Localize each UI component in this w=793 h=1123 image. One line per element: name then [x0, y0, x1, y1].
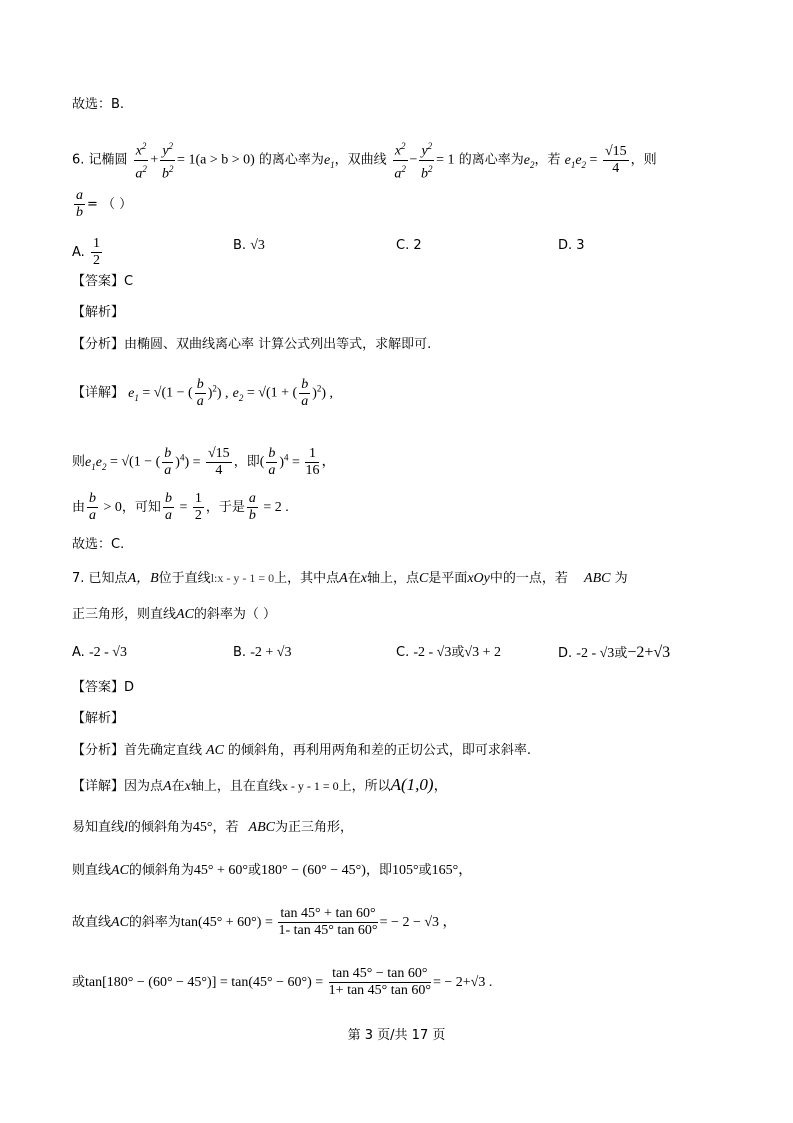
- page-footer: 第 3 页/共 17 页: [347, 1028, 446, 1043]
- frac-x2-a2: $\frac{x^2}{a^2}$: [134, 138, 149, 182]
- q6-analysis-label: 【解析】: [72, 305, 125, 320]
- q7-detail-line2: 易知直线l的倾斜角为45°，若 ABC为正三角形，: [72, 820, 354, 835]
- q7-stem-line1: 7. 已知点A，B位于直线l:x - y - 1 = 0上，其中点A在x轴上，点C是平面xOy中的一点，若 ABC 为: [72, 571, 628, 586]
- q6-conclusion: 故选：C.: [72, 537, 125, 552]
- q6-detail-line3: 由 $\frac{b}{a}$ > 0，可知 $\frac{b}{a}$ = $\frac{1}{2}$ ，于是 $\frac{a}{b}$ = 2 .: [72, 491, 289, 523]
- q7-detail-line3: 则直线AC的倾斜角为45° + 60°或180° − (60° − 45°)，即105°或165°，: [72, 863, 473, 878]
- q7-fenxi: 【分析】首先确定直线 AC 的倾斜角，再利用两角和差的正切公式，即可求斜率.: [72, 743, 532, 758]
- prev-conclusion: 故选：B.: [72, 97, 125, 112]
- q7-option-d: D. -2 - √3或−2+√3: [558, 644, 671, 661]
- frac-y2-b2: $\frac{y^2}{b^2}$: [160, 138, 175, 182]
- q6-stem-line1: 6. 记椭圆 $\frac{x^2}{a^2}$ + $\frac{y^2}{b^2}$ = 1(a > b > 0) 的离心率为$e_1$，双曲线 $\frac{x^2}{a^2}$ − $\frac{y^2}{b^2}$ = 1 的离心率为$e_2$，若 $e_1e_2$ = $\frac{√15}{4}$ ，则: [72, 138, 657, 182]
- q6-answer: 【答案】C: [72, 274, 134, 289]
- q6-stem-line2: $\frac{a}{b}$ = （ ）: [76, 188, 133, 220]
- q7-analysis-label: 【解析】: [72, 711, 125, 726]
- q6-option-b: B. √3: [233, 238, 265, 253]
- q6-detail-line1: 【详解】 $e_1 = √(1$ − ( $\frac{b}{a}$ )$^2$) , $e_2 = √(1$ + ( $\frac{b}{a}$ )$^2$) ,: [72, 376, 334, 409]
- q7-option-a: A. -2 - √3: [72, 645, 127, 660]
- q7-option-c: C. -2 - √3或√3 + 2: [396, 645, 501, 660]
- q7-detail-line1: 【详解】因为点A在x轴上，且在直线x - y - 1 = 0上，所以A(1,0)，: [72, 775, 448, 794]
- q7-stem-line2: 正三角形，则直线AC的斜率为（ ）: [72, 607, 277, 622]
- q6-detail-line2: 则$e_1e_2 = √(1$ − ( $\frac{b}{a}$ )$^4$) = $\frac{√15}{4}$ ，即( $\frac{b}{a}$ )$^4$ = $\frac{1}{16}$ ，: [72, 445, 336, 478]
- q7-detail-line5: 或tan[180° − (60° − 45°)] = tan(45° − 60°) = $\frac{\tan 45^\circ - \tan 60^\circ}{1+ \tan 45^\circ \tan 60^\circ}$ = − 2+√3 .: [72, 966, 493, 998]
- q6-option-d: D. 3: [558, 238, 585, 253]
- frac-sqrt15-4: $\frac{√15}{4}$: [604, 143, 627, 176]
- q7-option-b: B. -2 + √3: [233, 645, 292, 660]
- q7-answer: 【答案】D: [72, 680, 135, 695]
- q6-option-a: A. $\frac{1}{2}$: [72, 236, 100, 268]
- q6-option-c: C. 2: [396, 238, 422, 253]
- q7-detail-line4: 故直线AC的斜率为tan(45° + 60°) = $\frac{\tan 45^\circ + \tan 60^\circ}{1- \tan 45^\circ \tan 60^\circ}$ = − 2 − √3 ，: [72, 906, 457, 938]
- q6-fenxi: 【分析】由椭圆、双曲线离心率 计算公式列出等式，求解即可.: [72, 337, 432, 352]
